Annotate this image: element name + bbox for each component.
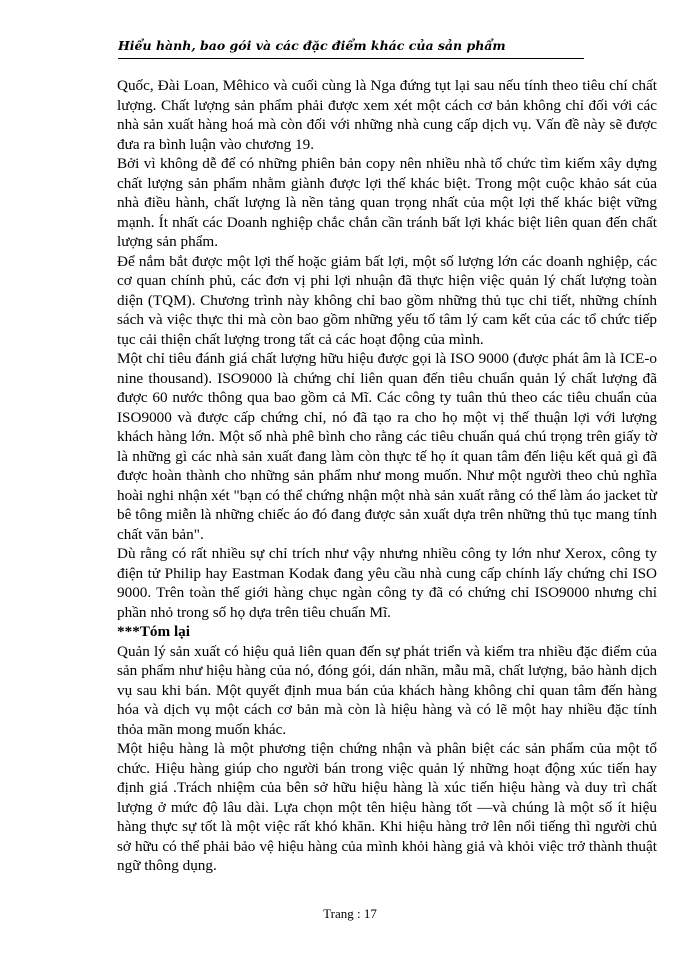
page-number: Trang : 17 xyxy=(323,906,377,921)
paragraph: Một hiệu hàng là một phương tiện chứng nhận và phân biệt các sản phẩm của một tổ chức. Hiệu hàng giúp cho người bán trong việc quản lý những hoạt động xúc tiến hay định giá .Trách nhiệm của bên sở hữu hiệu hàng là xúc tiến hiệu hàng và duy trì chất lượng ở mức độ lâu dài. Lựa chọn một tên hiệu hàng tốt —và chúng là một số ít hiệu hàng thực sự tốt là một việc rất khó khăn. Khi hiệu hàng trở lên nổi tiếng thì người chủ sở hữu có thể phải bảo vệ hiệu hàng của mình khỏi hàng giả và khỏi việc trở thành thuật ngữ thông dụng. xyxy=(117,740,657,874)
paragraph: Để nắm bắt được một lợi thế hoặc giảm bất lợi, một số lượng lớn các doanh nghiệp, các cơ quan chính phủ, các đơn vị phi lợi nhuận đã thực hiện việc quản lý chất lượng toàn diện (TQM). Chương trình này không chỉ bao gồm những thủ tục chi tiết, những chính sách và việc thực thi mà còn bao gồm những yếu tố tâm lý cam kết của các tổ chức tiếp tục cải thiện chất lượng trong tất cả các hoạt động của mình. xyxy=(117,252,657,348)
paragraph: Quản lý sản xuất có hiệu quả liên quan đến sự phát triển và kiểm tra nhiều đặc điểm của sản phẩm như hiệu hàng của nó, đóng gói, dán nhãn, mẫu mã, chất lượng, bảo hành dịch vụ sau khi bán. Một quyết định mua bán của khách hàng không chỉ quan tâm đến hàng hóa và dịch vụ một cách cơ bản mà còn là hiệu hàng và có lẽ một hay nhiều đặc tính thỏa mãn mong muốn khác. xyxy=(117,642,657,738)
running-header: Hiểu hành, bao gói và các đặc điểm khác của sản phẩm xyxy=(118,38,506,53)
body-text xyxy=(117,76,657,876)
paragraph: Dù rằng có rất nhiều sự chỉ trích như vậy nhưng nhiều công ty lớn như Xerox, công ty điện tử Philip hay Eastman Kodak đang yêu cầu nhà cung cấp chính lấy chứng chỉ ISO 9000. Trên toàn thế giới hàng chục ngàn công ty đã có chứng chỉ ISO9000 nhưng chỉ phần nhỏ trong số họ dựa trên tiêu chuẩn Mĩ. xyxy=(117,545,657,621)
paragraph: Một chỉ tiêu đánh giá chất lượng hữu hiệu được gọi là ISO 9000 (được phát âm là ICE-o nine thousand). ISO9000 là chứng chỉ liên quan đến tiêu chuẩn quản lý chất lượng đã được 60 nước thông qua bao gồm cả Mĩ. Các công ty tuân thủ theo các tiêu chuẩn của ISO9000 và được cấp chứng chỉ, nó đã tạo ra cho họ một vị thế thuận lợi với lượng khách hàng lớn. Một số nhà phê bình cho rằng các tiêu chuẩn quá chú trọng trên giấy tờ là những gì các nhà sản xuất đang làm còn thực tế họ ít quan tâm đến liệu kết quả gì đã được hoàn thành cho những sản phẩm như mong muốn. Như một người theo chủ nghĩa hoài nghi nhận xét "bạn có thể chứng nhận một nhà sản xuất rằng có thể làm áo jacket từ bê tông miễn là những chiếc áo đó đang được sản xuất dựa trên những thủ tục mang tính chất văn bản". xyxy=(117,350,657,543)
paragraph: Quốc, Đài Loan, Mêhico và cuối cùng là Nga đứng tụt lại sau nếu tính theo tiêu chí chất lượng. Chất lượng sản phẩm phải được xem xét một cách cơ bản không chỉ đối với các nhà sản xuất hàng hoá mà còn đối với những nhà cung cấp dịch vụ. Vấn đề này sẽ được đưa ra bình luận vào chương 19. xyxy=(117,77,657,153)
header-divider xyxy=(118,58,584,59)
paragraph: Bởi vì không dễ để có những phiên bản copy nên nhiều nhà tổ chức tìm kiếm xây dựng chất lượng sản phẩm nhằm giành được lợi thế khác biệt. Trong một cuộc khảo sát của nhà điều hành, chất lượng là nền tảng quan trọng nhất của một lợi thế khác biệt vững mạnh. Ít nhất các Doanh nghiệp chắc chắn cần tránh bất lợi khác biệt liên quan đến chất lượng sản phẩm. xyxy=(117,155,657,250)
summary-heading: ***Tóm lại xyxy=(117,623,190,640)
